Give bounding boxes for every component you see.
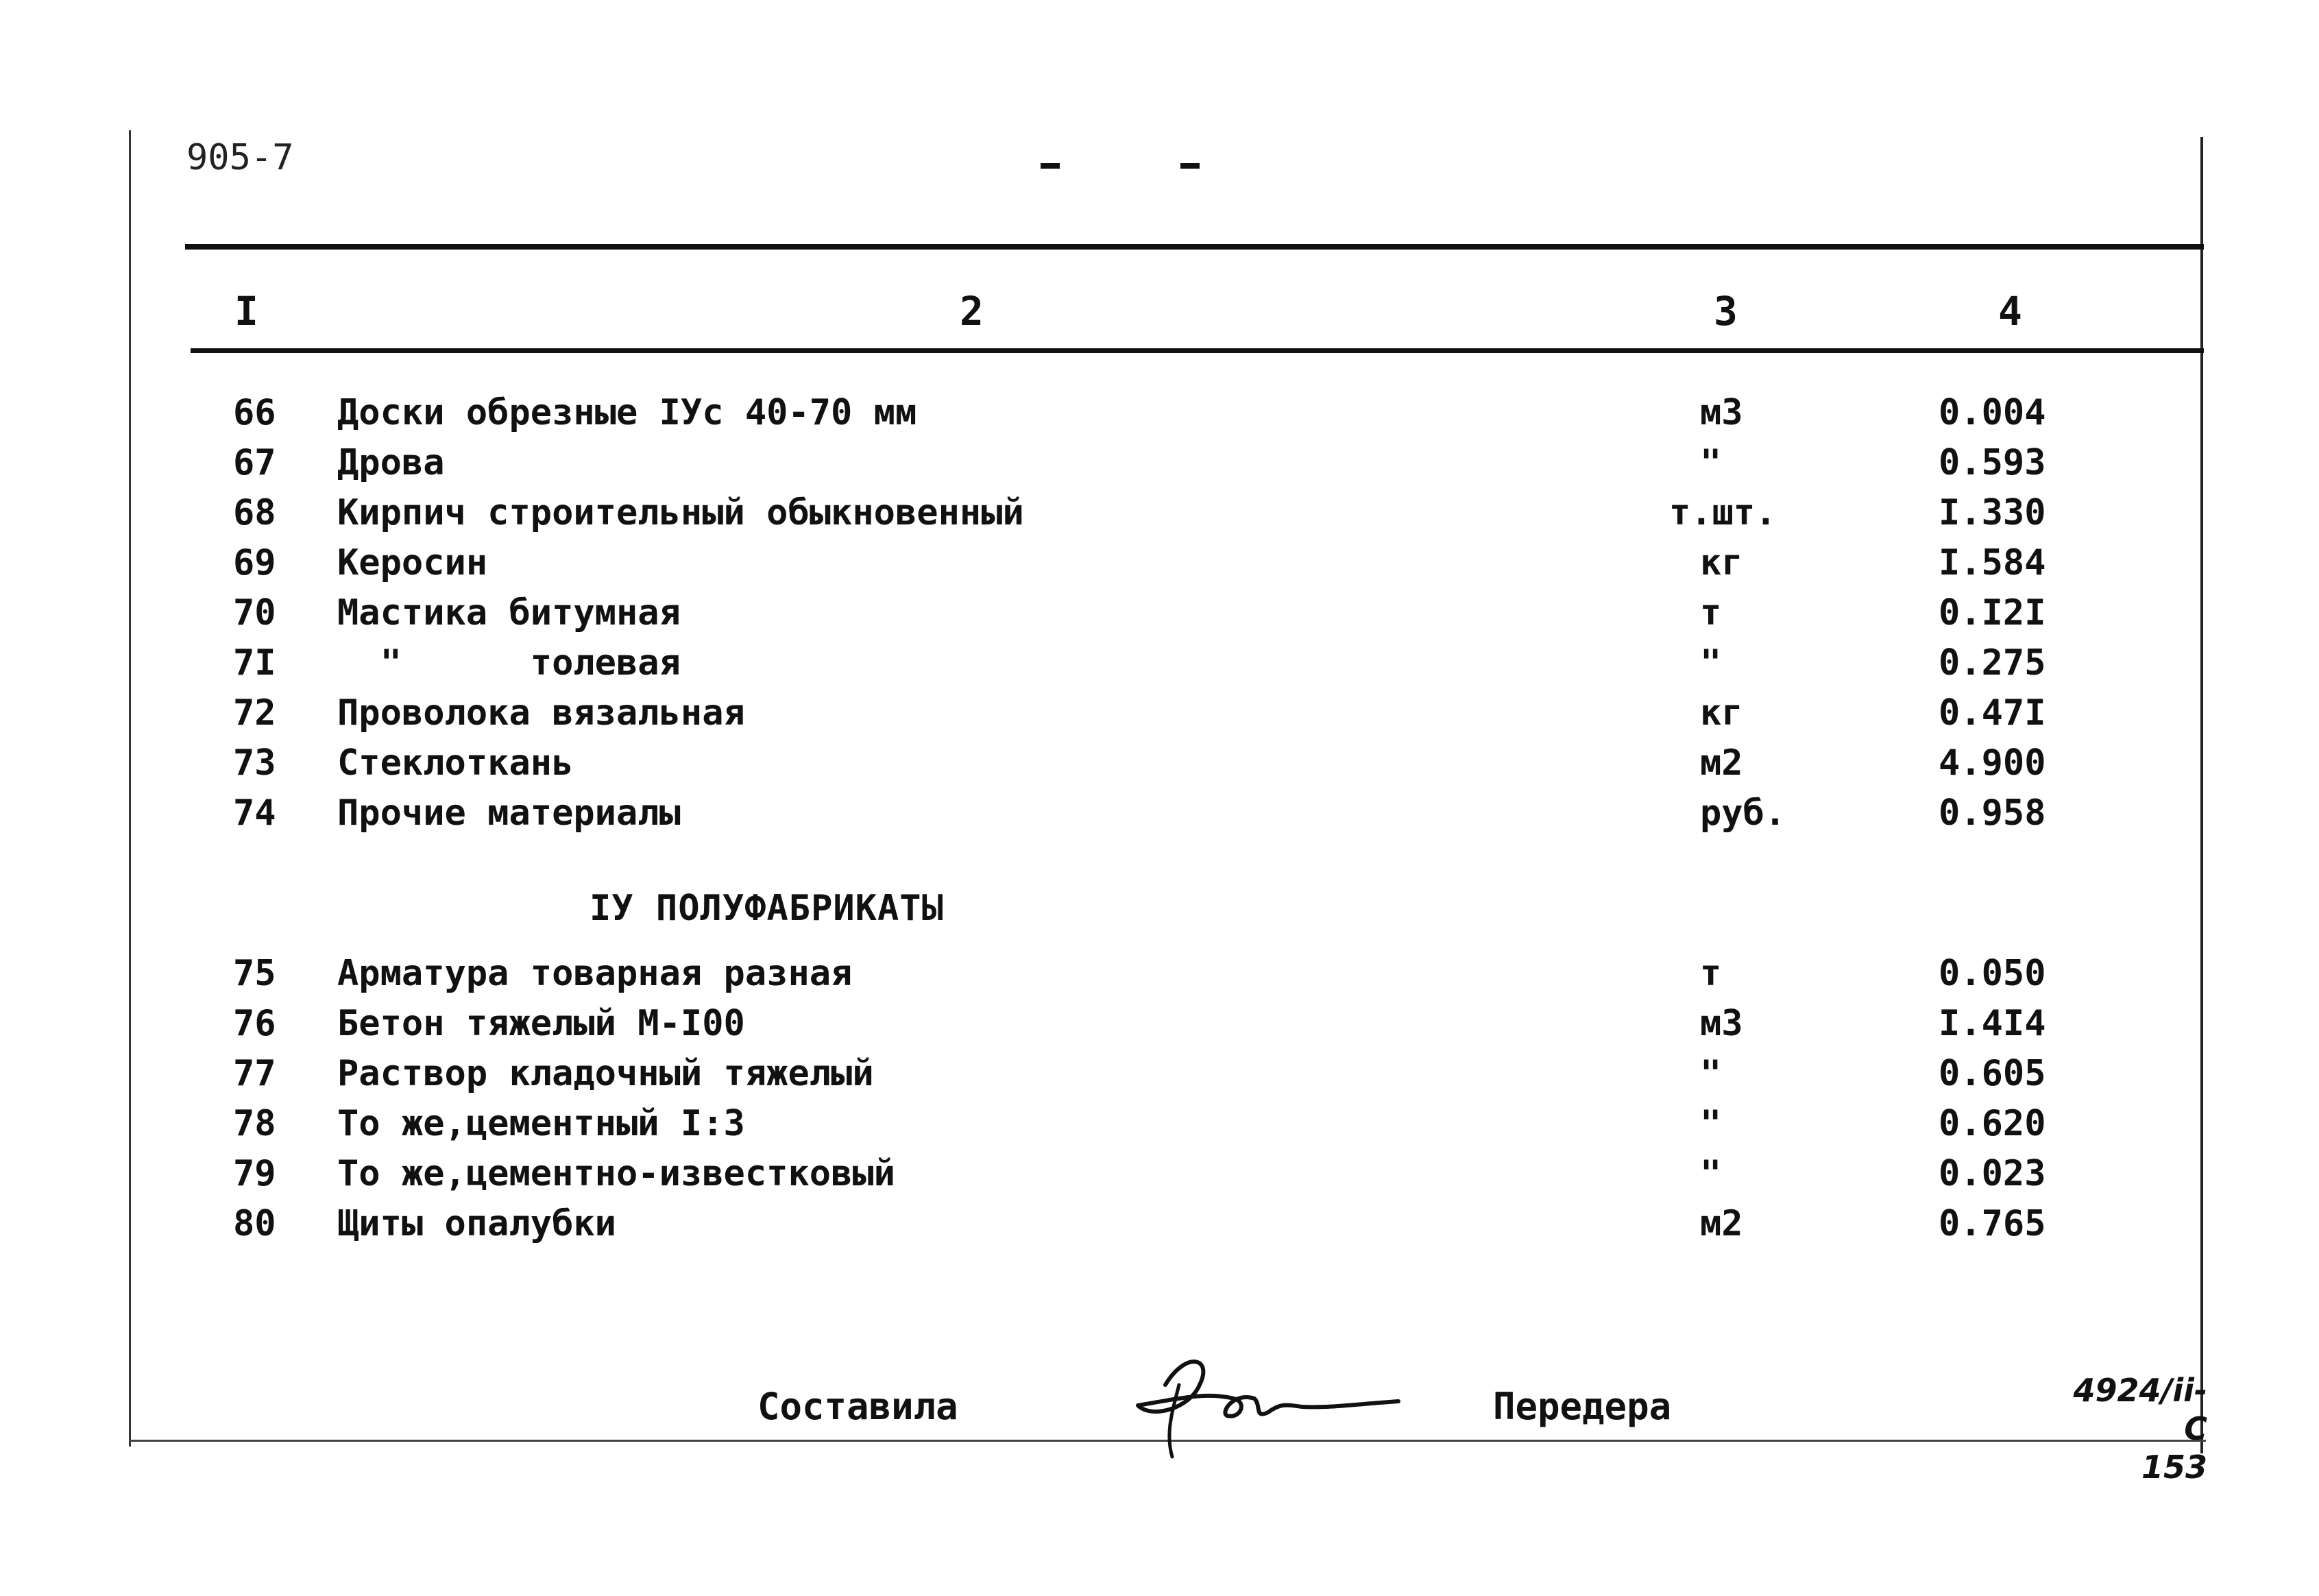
material-name: Бетон тяжелый М-I00: [337, 1003, 745, 1044]
unit: кг: [1700, 692, 1743, 734]
material-name: То же,цементный I:3: [337, 1103, 745, 1144]
quantity: I.584: [1939, 542, 2046, 583]
quantity: I.4I4: [1939, 1003, 2046, 1044]
material-name: То же,цементно-известковый: [337, 1153, 895, 1194]
material-name: " толевая: [337, 642, 681, 684]
document-stamp: [2063, 1371, 2207, 1486]
table-top-rule: [185, 244, 2204, 250]
material-name: Кирпич строительный обыкновенный: [337, 492, 1024, 533]
row-number: 70: [233, 592, 276, 633]
compiler-name: Передера: [1493, 1385, 1672, 1428]
composed-by-label: Составила: [757, 1385, 958, 1428]
material-name: Доски обрезные IУс 40-70 мм: [337, 392, 917, 433]
row-number: 76: [233, 1003, 276, 1044]
unit: ": [1700, 1053, 1722, 1094]
table-row: [0, 1203, 2319, 1253]
quantity: 0.275: [1939, 642, 2046, 684]
stamp-code: 4924/ii-C: [2073, 1372, 2207, 1447]
table-row: [0, 793, 2319, 842]
row-number: 67: [233, 442, 276, 483]
quantity: 0.605: [1939, 1053, 2046, 1094]
unit: т.шт.: [1669, 492, 1777, 533]
table-row: [0, 392, 2319, 442]
table-row: [0, 592, 2319, 642]
column-header-2: 2: [960, 288, 984, 335]
unit: т: [1700, 592, 1722, 633]
quantity: 0.765: [1939, 1203, 2046, 1244]
unit: кг: [1700, 542, 1743, 583]
row-number: 72: [233, 692, 276, 734]
material-name: Дрова: [337, 442, 445, 483]
unit: ": [1700, 1153, 1722, 1194]
row-number: 79: [233, 1153, 276, 1194]
quantity: 4.900: [1939, 742, 2046, 784]
row-number: 80: [233, 1203, 276, 1244]
row-number: 77: [233, 1053, 276, 1094]
material-name: Проволока вязальная: [337, 692, 745, 734]
table-row: [0, 692, 2319, 742]
table-row: [0, 953, 2319, 1002]
table-row: [0, 1003, 2319, 1052]
table-row: [0, 642, 2319, 692]
unit: м2: [1700, 1203, 1743, 1244]
quantity: 0.004: [1939, 392, 2046, 433]
row-number: 69: [233, 542, 276, 583]
row-number: 75: [233, 953, 276, 994]
document-code: 905-7: [186, 137, 294, 178]
material-name: Мастика битумная: [337, 592, 681, 633]
unit: руб.: [1700, 793, 1786, 834]
table-row: [0, 492, 2319, 542]
quantity: 0.958: [1939, 793, 2046, 834]
material-name: Щиты опалубки: [337, 1203, 616, 1244]
material-name: Прочие материалы: [337, 793, 681, 834]
table-row: [0, 1053, 2319, 1102]
quantity: 0.620: [1939, 1103, 2046, 1144]
column-header-4: 4: [1998, 288, 2022, 335]
table-row: [0, 442, 2319, 492]
unit: ": [1700, 1103, 1722, 1144]
unit: м3: [1700, 392, 1743, 433]
quantity: 0.I2I: [1939, 592, 2046, 633]
row-number: 73: [233, 742, 276, 784]
material-name: Арматура товарная разная: [337, 953, 853, 994]
unit: ": [1700, 442, 1722, 483]
table-header-rule: [191, 348, 2204, 353]
quantity: 0.593: [1939, 442, 2046, 483]
material-name: Раствор кладочный тяжелый: [337, 1053, 874, 1094]
unit: м2: [1700, 742, 1743, 784]
dash-mark: [1180, 163, 1200, 169]
table-row: [0, 542, 2319, 592]
row-number: 66: [233, 392, 276, 433]
signature-image: [1124, 1344, 1412, 1460]
unit: т: [1700, 953, 1722, 994]
row-number: 74: [233, 793, 276, 834]
quantity: 0.050: [1939, 953, 2046, 994]
table-row: [0, 742, 2319, 792]
row-number: 7I: [233, 642, 276, 684]
dash-mark: [1041, 163, 1060, 169]
section-title: IУ ПОЛУФАБРИКАТЫ: [590, 888, 944, 929]
page-number: 153: [2141, 1449, 2207, 1486]
column-header-1: I: [234, 288, 258, 335]
table-row: [0, 1153, 2319, 1202]
unit: м3: [1700, 1003, 1743, 1044]
quantity: 0.023: [1939, 1153, 2046, 1194]
quantity: I.330: [1939, 492, 2046, 533]
material-name: Керосин: [337, 542, 488, 583]
row-number: 68: [233, 492, 276, 533]
column-header-3: 3: [1714, 288, 1738, 335]
row-number: 78: [233, 1103, 276, 1144]
quantity: 0.47I: [1939, 692, 2046, 734]
material-name: Стеклоткань: [337, 742, 574, 784]
unit: ": [1700, 642, 1722, 684]
table-row: [0, 1103, 2319, 1152]
